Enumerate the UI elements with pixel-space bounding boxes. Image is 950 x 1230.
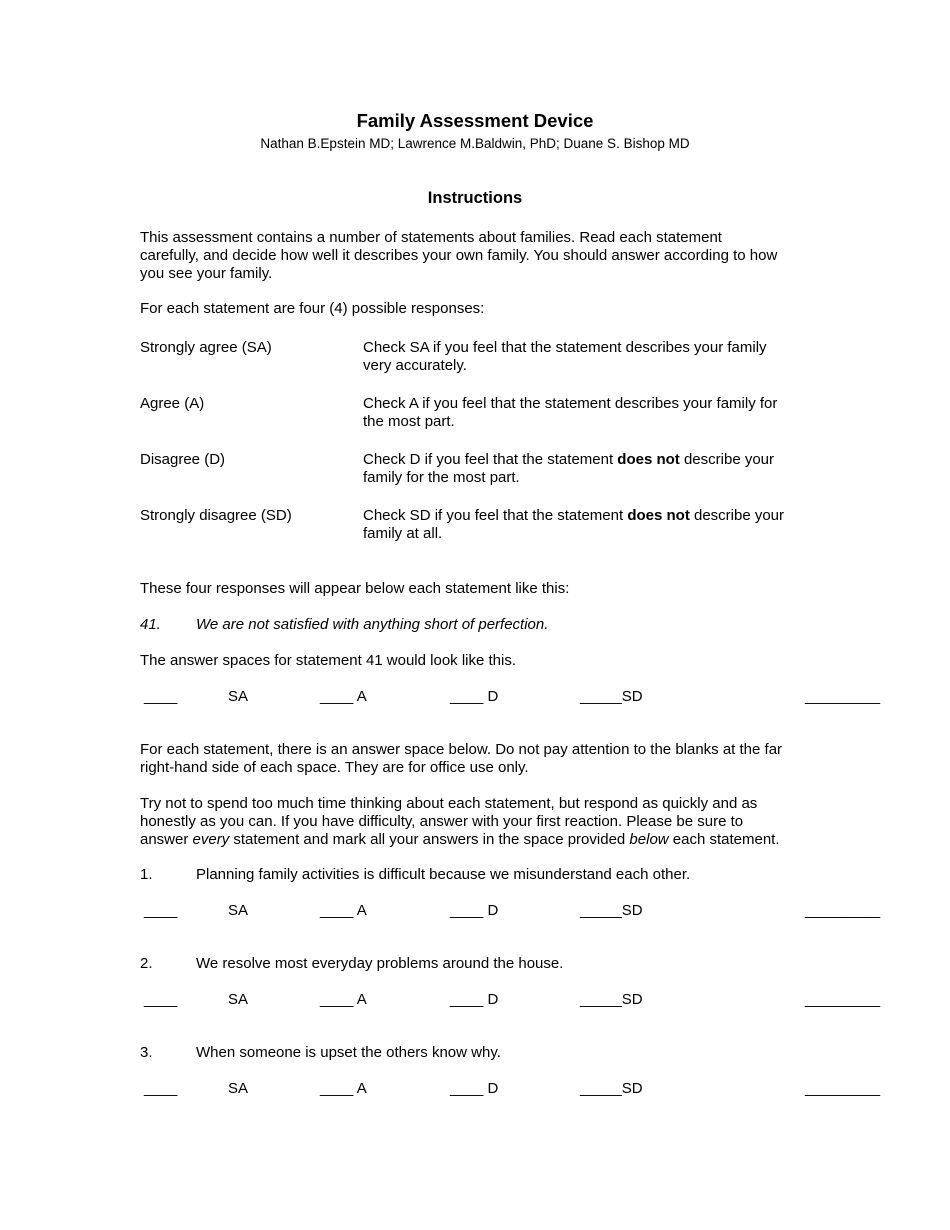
paragraph-line: right-hand side of each space. They are for office use only. [140,759,529,776]
statement-number: 1. [140,866,153,883]
desc-text: describe your [689,507,785,524]
appear-text: These four responses will appear below each statement like this: [140,580,570,597]
response-label-a: Agree (A) [140,395,205,412]
instructions-heading: Instructions [427,189,523,207]
example-answer-text: The answer spaces for statement 41 would look like this. [140,652,517,669]
office-use-blank: _________ [805,902,881,919]
example-statement: We are not satisfied with anything short of perfection. [196,616,549,633]
statement-number: 3. [140,1044,153,1061]
try-paragraph [140,795,830,849]
emphasis-text: does not [617,451,680,468]
desc-text: describe your [679,451,775,468]
response-desc-line [363,451,823,469]
intro-line: you see your family. [140,265,273,282]
answer-blank-sd[interactable]: _____SD [580,688,643,705]
statement-text: Planning family activities is difficult because we misunderstand each other. [196,866,691,883]
answer-blank-sa[interactable]: ____ [144,902,178,919]
answer-blank-sd[interactable]: _____SD [580,902,643,919]
response-label-sd: Strongly disagree (SD) [140,507,292,524]
response-desc-line: very accurately. [363,357,467,374]
answer-blank-sd[interactable]: _____SD [580,991,643,1008]
intro-line: This assessment contains a number of statements about families. Read each statement [140,229,722,246]
emphasis-text: below [629,831,669,848]
answer-blank-sa[interactable]: ____ [144,1080,178,1097]
text-run: answer [140,831,193,848]
office-use-blank: _________ [805,1080,881,1097]
answer-blank-sa[interactable]: ____ [144,991,178,1008]
intro-paragraph [140,229,830,283]
response-desc-sa [363,339,823,375]
paragraph-line: For each statement, there is an answer space below. Do not pay attention to the blanks at the far [140,741,783,758]
example-number: 41. [140,616,161,633]
response-desc-d [363,451,823,487]
response-desc-line: Check A if you feel that the statement describes your family for [363,395,778,412]
text-run: each statement. [668,831,780,848]
emphasis-text: does not [627,507,690,524]
answer-blank-d[interactable]: ____ D [450,991,499,1008]
paragraph-line: honestly as you can. If you have difficulty, answer with your first reaction. Please be sure to [140,813,744,830]
response-label-sa: Strongly agree (SA) [140,339,272,356]
response-desc-sd [363,507,823,543]
text-run: statement and mark all your answers in the space provided [229,831,630,848]
answer-label-sa: SA [228,688,249,705]
answer-space-paragraph [140,741,830,777]
responses-intro: For each statement are four (4) possible responses: [140,300,485,317]
answer-blank-a[interactable]: ____ A [320,688,367,705]
response-label-d: Disagree (D) [140,451,226,468]
paragraph-line [140,831,830,849]
response-desc-a [363,395,823,431]
response-desc-line: family at all. [363,525,443,542]
answer-blank-d[interactable]: ____ D [450,1080,499,1097]
answer-blank-sa[interactable]: ____ [144,688,178,705]
response-desc-line: Check SA if you feel that the statement describes your family [363,339,767,356]
office-use-blank: _________ [805,991,881,1008]
office-use-blank: _________ [805,688,881,705]
paragraph-line: Try not to spend too much time thinking about each statement, but respond as quickly and as [140,795,758,812]
emphasis-text: every [192,831,230,848]
response-desc-line: family for the most part. [363,469,520,486]
answer-label-sa: SA [228,902,249,919]
answer-blank-a[interactable]: ____ A [320,902,367,919]
answer-blank-sd[interactable]: _____SD [580,1080,643,1097]
answer-blank-d[interactable]: ____ D [450,902,499,919]
statement-text: We resolve most everyday problems around the house. [196,955,564,972]
desc-text: Check SD if you feel that the statement [363,507,628,524]
statement-number: 2. [140,955,153,972]
intro-line: carefully, and decide how well it describes your own family. You should answer according to how [140,247,778,264]
answer-blank-d[interactable]: ____ D [450,688,499,705]
response-desc-line [363,507,823,525]
answer-label-sa: SA [228,991,249,1008]
document-authors: Nathan B.Epstein MD; Lawrence M.Baldwin, PhD; Duane S. Bishop MD [260,136,690,151]
answer-blank-a[interactable]: ____ A [320,1080,367,1097]
desc-text: Check D if you feel that the statement [363,451,618,468]
statement-text: When someone is upset the others know why. [196,1044,501,1061]
answer-blank-a[interactable]: ____ A [320,991,367,1008]
document-title: Family Assessment Device [356,110,594,131]
answer-label-sa: SA [228,1080,249,1097]
response-desc-line: the most part. [363,413,455,430]
